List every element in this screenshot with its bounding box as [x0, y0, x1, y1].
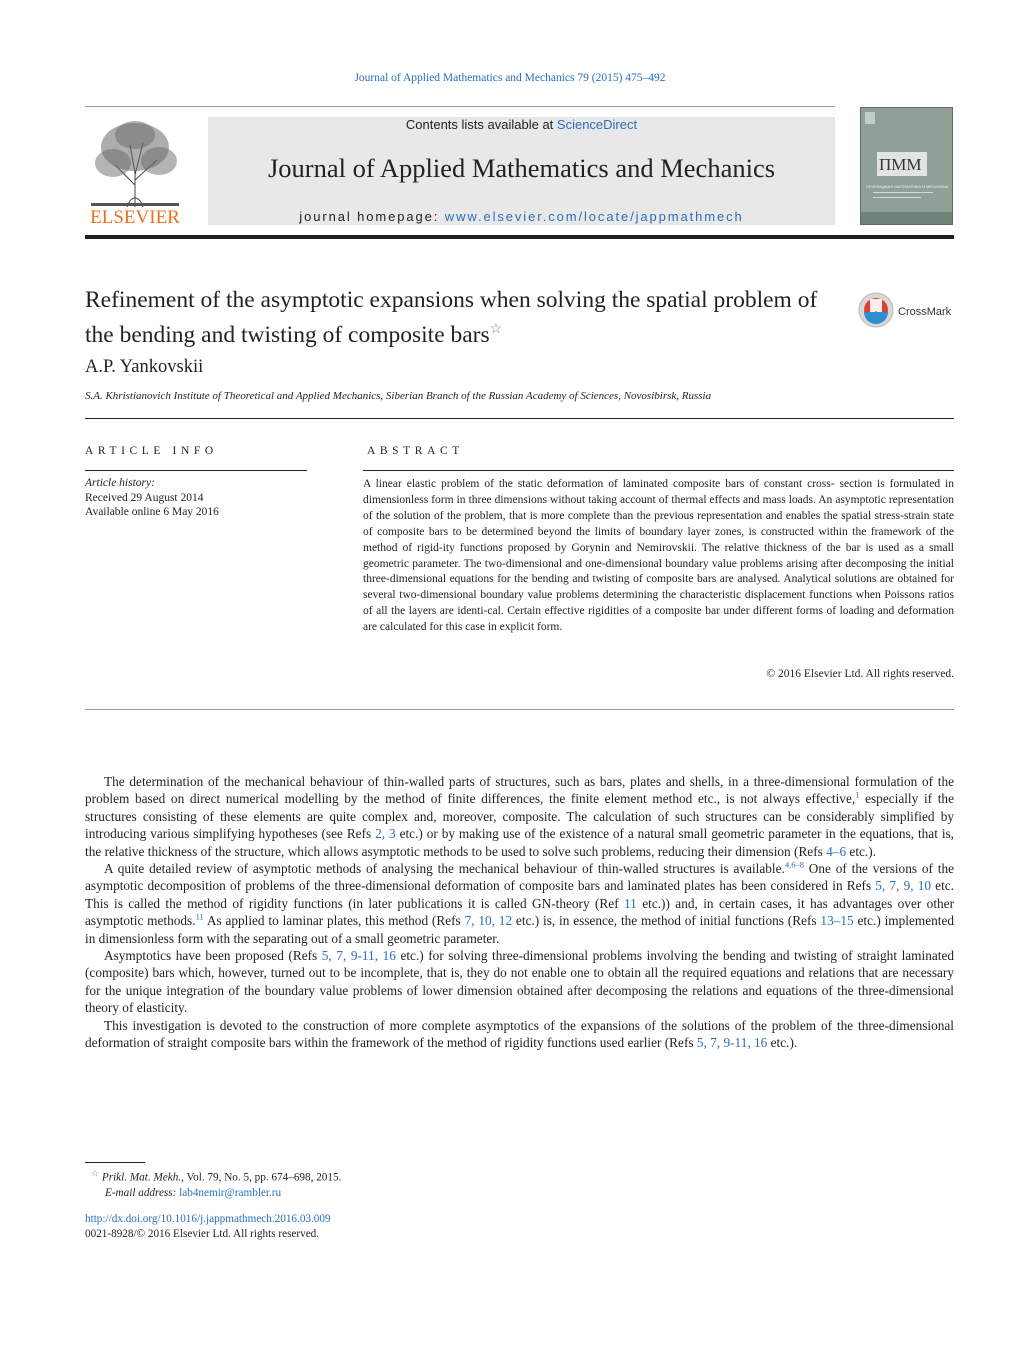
- issn-line: 0021-8928/© 2016 Elsevier Ltd. All rights reserved.: [85, 1227, 320, 1240]
- ref-link[interactable]: 11: [624, 895, 637, 911]
- abstract-heading: ABSTRACT: [367, 445, 464, 457]
- section-divider: [85, 418, 954, 419]
- journal-banner: [208, 117, 835, 225]
- received-date: Received 29 August 2014: [85, 491, 204, 504]
- email-label: E-mail address:: [105, 1187, 180, 1200]
- doi-link[interactable]: http://dx.doi.org/10.1016/j.jappmathmech.2016.03.009: [85, 1213, 331, 1225]
- ref-link[interactable]: 4–6: [826, 843, 847, 859]
- body-paragraph: This investigation is devoted to the construction of more complete asymptotics of the expansions of the solutions of the problem of the three-dimensional deformation of straight composite bars within the framework of the method of rigidity functions used earlier (Refs 5, 7, 9-11, 16 etc.).: [85, 1017, 954, 1051]
- ref-link[interactable]: 4,6–8: [784, 859, 804, 870]
- ref-link[interactable]: 1: [855, 789, 860, 800]
- article-info-rule: [85, 470, 307, 471]
- ref-link[interactable]: 13–15: [820, 913, 854, 929]
- body-text: [85, 773, 954, 1052]
- ref-link[interactable]: 5, 7, 9, 10: [875, 878, 932, 894]
- doi-block: [85, 1212, 331, 1241]
- sciencedirect-link[interactable]: ScienceDirect: [556, 117, 638, 132]
- footnote-mark: ☆: [91, 1168, 100, 1178]
- article-history: [85, 476, 219, 520]
- ref-link[interactable]: 5, 7, 9-11, 16: [696, 1035, 768, 1051]
- elsevier-logo: [85, 115, 185, 227]
- crossmark-badge[interactable]: [858, 290, 958, 332]
- abstract-copyright: © 2016 Elsevier Ltd. All rights reserved.: [766, 668, 954, 680]
- header-divider: [85, 106, 835, 107]
- author-affiliation: S.A. Khristianovich Institute of Theoretical and Applied Mechanics, Siberian Branch of the Russian Academy of Sciences, Novosibirsk, Russia: [85, 390, 712, 402]
- title-footnote-mark[interactable]: ☆: [489, 322, 503, 337]
- ref-link[interactable]: 2, 3: [375, 826, 396, 842]
- ref-link[interactable]: 7, 10, 12: [464, 913, 513, 929]
- article-title: Refinement of the asymptotic expansions when solving the spatial problem of the bending and twisting of composite bars☆: [85, 287, 818, 348]
- footnote-rule: [85, 1162, 145, 1163]
- ref-link[interactable]: 5, 7, 9-11, 16: [321, 948, 396, 964]
- abstract-rule: [363, 470, 954, 471]
- footnote-journal: Prikl. Mat. Mekh.: [101, 1171, 182, 1184]
- abstract-end-rule: [85, 709, 954, 710]
- cover-title: ПММ: [879, 155, 922, 174]
- body-paragraph: Asymptotics have been proposed (Refs 5, 7, 9-11, 16 etc.) for solving three-dimensional problems involving the bending and twisting of straight laminated (composite) bars which, however, turned out to be incomplete, that is, they do not enable one to obtain all the required equations and relations that are necessary for the unique integration of the boundary value problems of lower dimension obtained after decomposing the relations and equations of the three-dimensional theory of elasticity.: [85, 948, 955, 1016]
- journal-name: Journal of Applied Mathematics and Mechanics: [267, 153, 776, 183]
- header-thick-rule: [85, 235, 954, 239]
- journal-citation[interactable]: Journal of Applied Mathematics and Mechanics 79 (2015) 475–492: [354, 72, 666, 84]
- body-paragraph: A quite detailed review of asymptotic methods of analysing the mechanical behaviour of thin-walled structures is available.$^{4,6-8}$ One of the versions of the asymptotic decomposition of problems of the three-dimensional deformation of composite bars and laminated plates has been considered in Refs 5, 7, 9, 10 etc. This is called the method of rigidity functions (in later publications it is called GN-theory (Ref 11 etc.)) and, in certain cases, it has advantages over other asymptotic methods.$^{11}$ As applied to laminar plates, this method (Refs 7, 10, 12 etc.) is, in essence, the method of initial functions (Refs 13–15 etc.) implemented in dimensionless form with the separating out of a small geometric parameter.: [85, 859, 955, 946]
- author-name: A.P. Yankovskii: [85, 357, 204, 377]
- article-info-heading: ARTICLE INFO: [85, 445, 218, 457]
- cover-subtitle: ПРИКЛАДНАЯ МАТЕМАТИКА И МЕХАНИКА: [865, 184, 949, 189]
- available-date: Available online 6 May 2016: [85, 506, 219, 518]
- elsevier-wordmark: ELSEVIER: [90, 207, 180, 227]
- footnote: ☆ Prikl. Mat. Mekh., Vol. 79, No. 5, pp. 674–698, 2015. E-mail address: lab4nemir@rambler.ru: [91, 1168, 342, 1200]
- homepage-line: journal homepage: www.elsevier.com/locate/jappmathmech: [299, 209, 744, 224]
- contents-line: Contents lists available at ScienceDirect: [405, 117, 638, 132]
- abstract-text: A linear elastic problem of the static deformation of laminated composite bars of constant cross- section is formulated in dimensionless form in three dimensions without taking account of thermal effects and mass loads. An asymptotic representation of the solution of the problem, that is more complete than the previous representation and enables the spatial stress-strain state of composite bars to be determined beyond the limits of boundary layer zones, is constructed within the framework of the method of rigid-ity functions proposed by Gorynin and Nemirovskii. The relative thickness of the bar is used as a small geometric parameter. The two-dimensional and one-dimensional boundary value problems arising after decomposing the initial three-dimensional equations for the bending and twisting of composite bars are analysed. Analytical solutions are obtained for several two-dimensional boundary value problems determining the characteristic displacement functions when Poissons ratios of all the layers are identi-cal. Certain effective rigidities of a composite bar under different forms of loading and deformation are calculated for this case in explicit form.: [363, 478, 954, 634]
- crossmark-label: CrossMark: [898, 306, 952, 318]
- body-paragraph: The determination of the mechanical behaviour of thin-walled parts of structures, such as bars, plates and shells, in a three-dimensional formulation of the problem based on direct numerical modelling by the method of finite differences, the finite element method etc., is not always effective,$^1$ especially if the structures consisting of these elements are quite complex and, moreover, composite. The calculation of such structures can be considerably simplified by introducing various simplifying hypotheses (see Refs 2, 3 etc.) or by making use of the existence of a natural small geometric parameter in the equations, that is, the relative thickness of the structure, which allows asymptotic methods to be used to solve such problems, reducing their dimension (Refs 4–6 etc.).: [85, 774, 955, 859]
- email-link[interactable]: lab4nemir@rambler.ru: [179, 1187, 282, 1200]
- journal-cover-thumbnail[interactable]: [860, 107, 953, 225]
- homepage-link[interactable]: www.elsevier.com/locate/jappmathmech: [444, 209, 744, 224]
- history-label: Article history:: [85, 477, 155, 489]
- ref-link[interactable]: 11: [195, 911, 204, 922]
